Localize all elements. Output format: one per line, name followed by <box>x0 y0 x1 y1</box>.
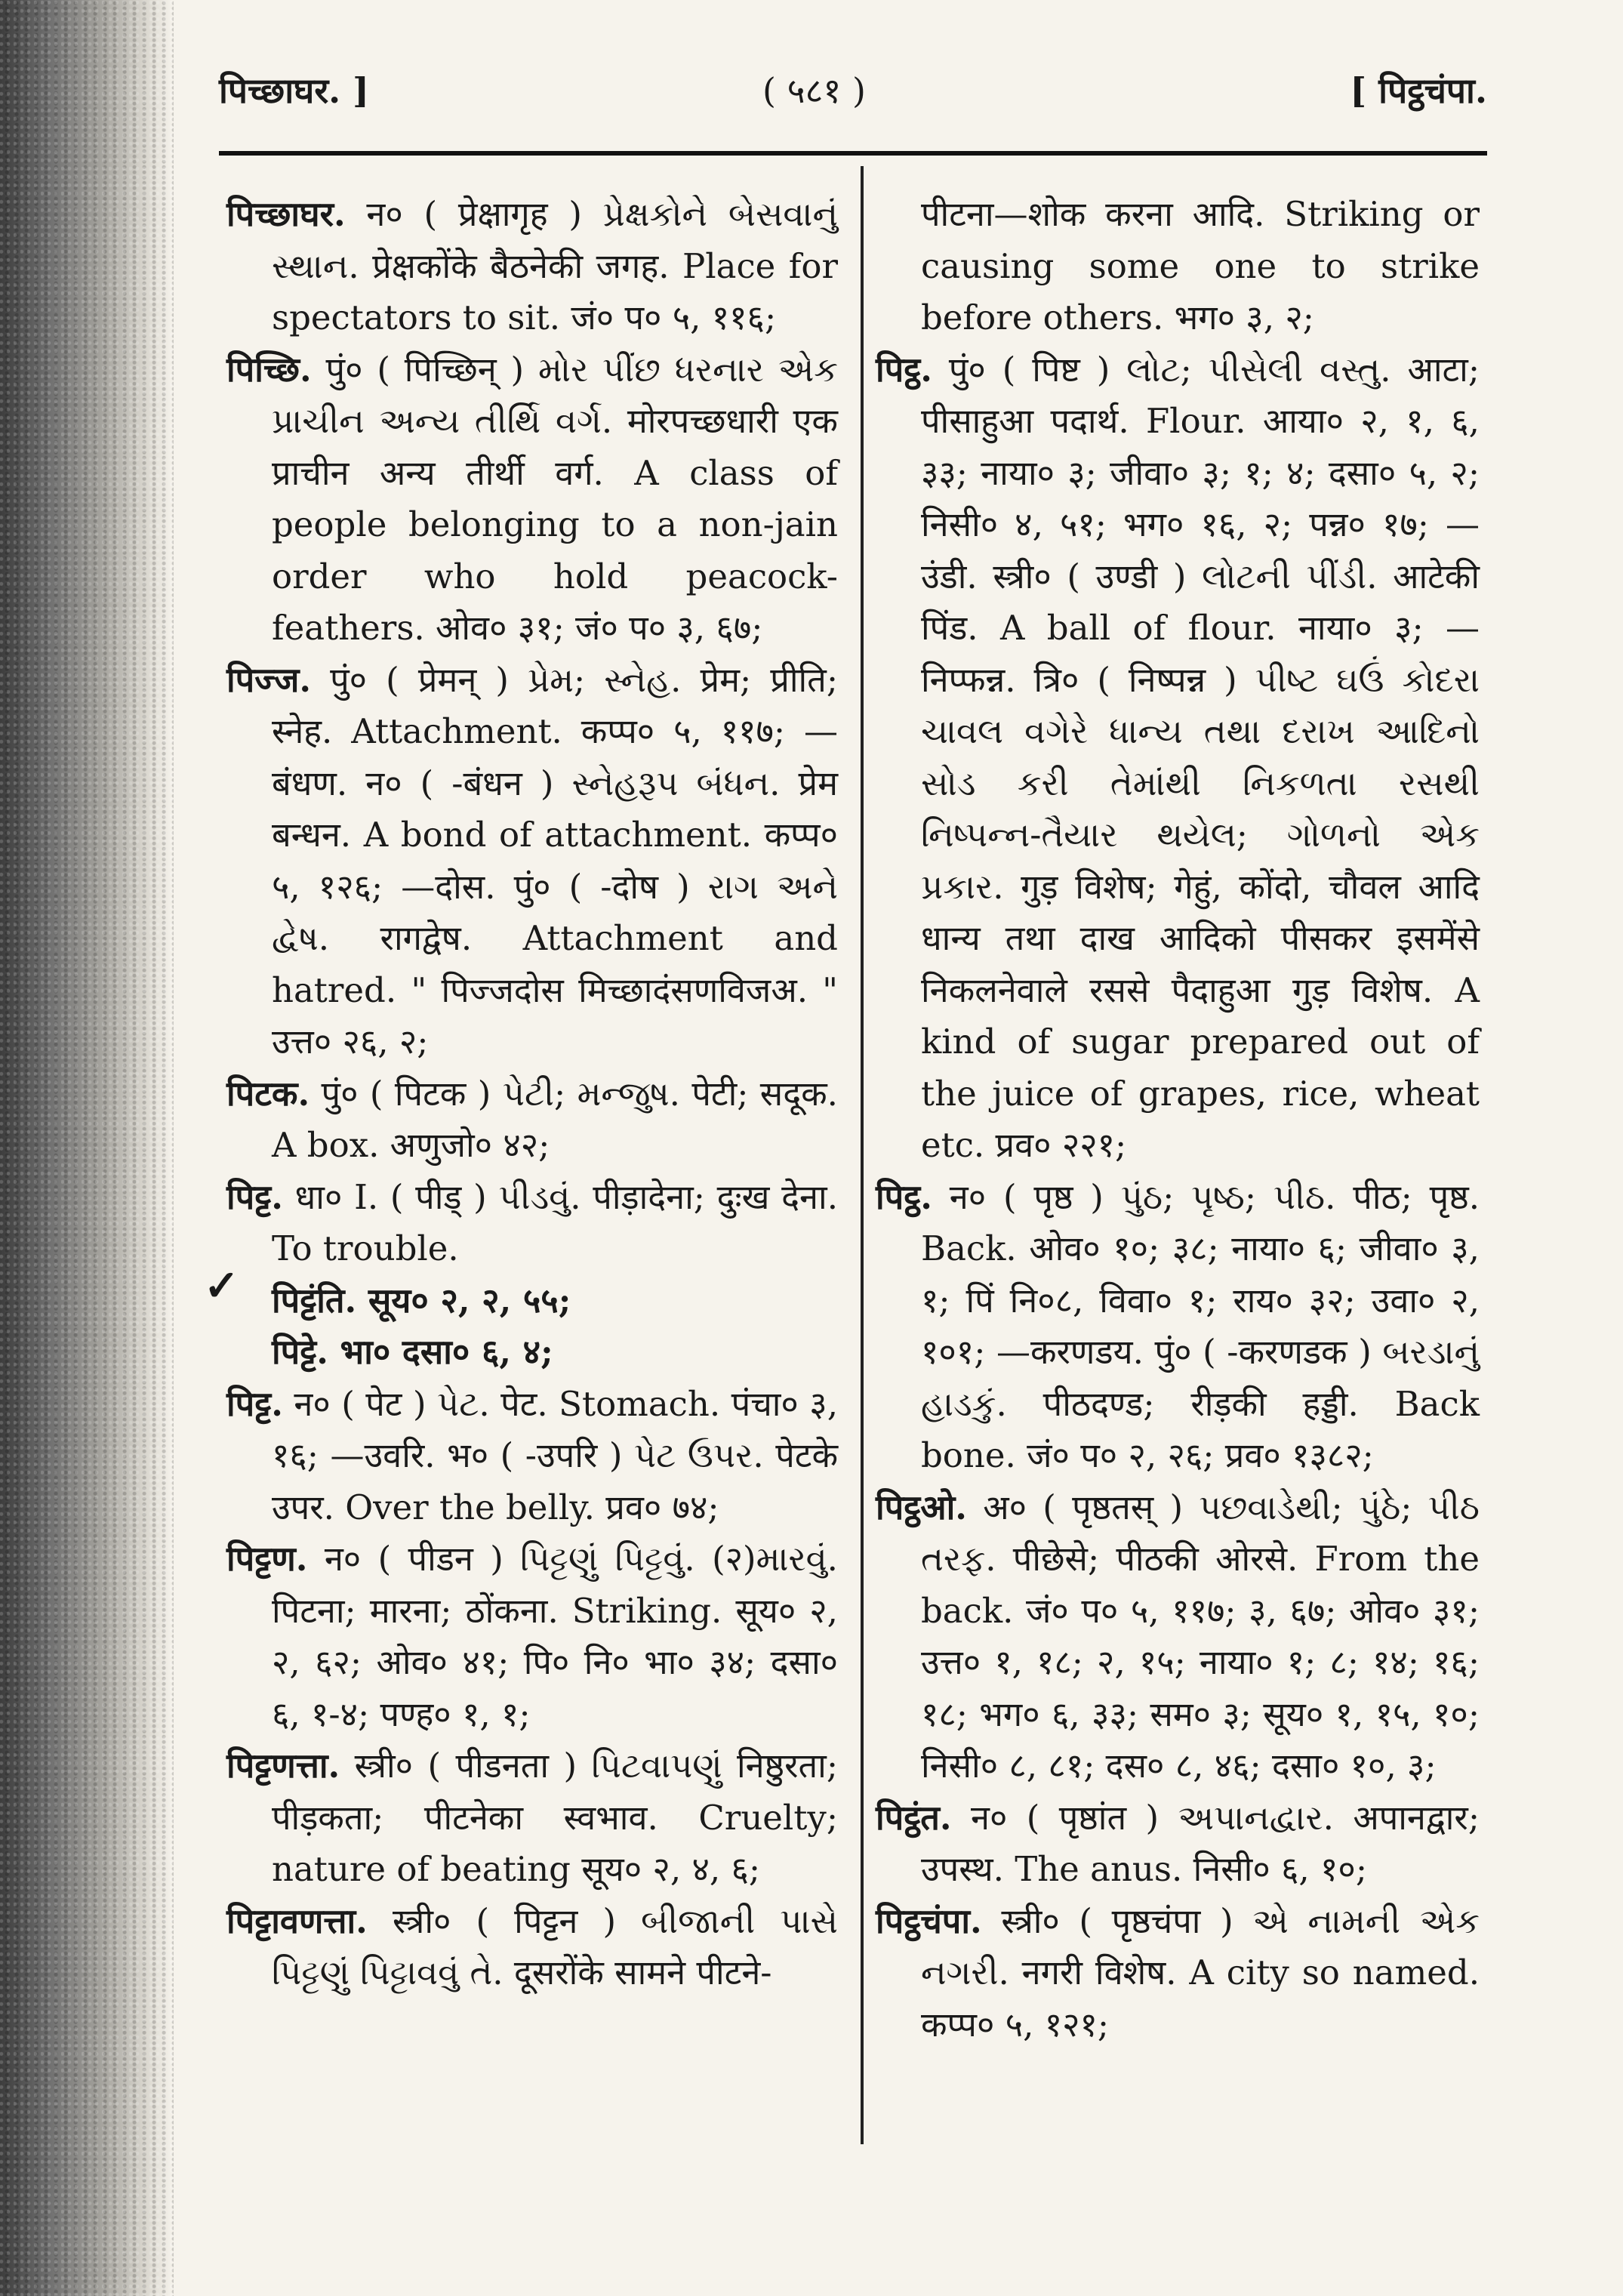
dictionary-entry <box>226 1896 838 1999</box>
dictionary-entry <box>876 1482 1480 1792</box>
entry-body: स्त्री० ( पृष्ठचंपा ) એ નામની એક નગરી. नगरी विशेष. A city so named. कप्प० ५, १२१; <box>921 1900 1480 2045</box>
headword: पिट्ठचंपा. <box>876 1900 982 1941</box>
margin-check-mark: ✓ <box>204 1261 239 1311</box>
right-column <box>876 189 1480 2051</box>
headword: पिट्ठओ. <box>876 1487 967 1527</box>
headword: पिट्ठ. <box>876 349 932 390</box>
spine-texture <box>0 0 174 2296</box>
dictionary-entry <box>226 1740 838 1896</box>
header-last-word: [ पिट्ठचंपा. <box>1350 70 1487 111</box>
dictionary-entry <box>876 1792 1480 1896</box>
headword: पिट्टणत्ता. <box>226 1746 340 1786</box>
entry-body: धा० I. ( पीड् ) પીડવું. पीड़ादेना; दुःख देना. To trouble. <box>272 1176 838 1268</box>
headword: पिच्छि. <box>226 349 312 390</box>
headword: पिच्छाघर. <box>226 194 346 234</box>
entry-body: पुं० ( पिच्छिन् ) મોર પીંછ ધરનાર એક પ્રાચીન અન્ય તીર્થિ વર્ગ. मोरपच्छधारी एक प्राचीन अन्य तीर्थी वर्ग. A class of people belonging to a non-jain order who hold peacock-feathers. ओव० ३१; जं० प० ३, ६७; <box>272 349 838 648</box>
sub-entry <box>226 1327 838 1379</box>
entry-body: स्त्री० ( पिट्टन ) બીજાની પાસે પિટ્ટણું પિટ્ટાવવું તે. दूसरोंके सामने पीटने- <box>272 1900 838 1992</box>
sub-entry-text: पिट्टे. भा० दसा० ६, ४; <box>272 1332 553 1372</box>
entry-body: न० ( प्रेक्षागृह ) પ્રેક્ષકોને બેસવાનું સ્થાન. प्रेक्षकोंके बैठनेकी जगह. Place for spectators to sit. जं० प० ५, ११६; <box>272 194 838 337</box>
sub-entry-text: पिट्टंति. सूय० २, २, ५५; <box>272 1280 571 1321</box>
dictionary-entry <box>876 1172 1480 1482</box>
left-column <box>226 189 838 1999</box>
entry-body: पुं० ( पिष्ट ) લોટ; પીસેલી વસ્તુ. आटा; पीसाहुआ पदार्थ. Flour. आया० २, १, ६, ३३; नाया० ३; जीवा० ३; १; ४; दसा० ५, २; निसी० ४, ५१; भग० १६, २; पन्न० १७; —उंडी. स्त्री० ( उण्डी ) લોટની પીંડી. आटेकी पिंड. A ball of flour. नाया० ३; —निप्फन्न. त्रि० ( निष्पन्न ) પીષ્ટ ઘઉં કોદરા ચાવલ વગેરે ધાન્ય તથા દરાખ આદિનો સોડ કરી તેમાંથી નિકળતા રસથી નિષ્પન્ન-તૈયાર થયેલ; ગોળનો એક પ્રકાર. गुड़ विशेष; गेहुं, कोंदो, चौवल आदि धान्य तथा दाख आदिको पीसकर इसमेंसे निकलनेवाले रससे पैदाहुआ गुड़ विशेष. A kind of sugar prepared out of the juice of grapes, rice, wheat etc. प्रव० २२१; <box>921 349 1480 1165</box>
entry-body: न० ( पेट ) પેટ. पेट. Stomach. पंचा० ३, १६; —उवरि. भ० ( -उपरि ) પેટ ઉપર. पेटके उपर. Over the belly. प्रव० ७४; <box>272 1383 838 1527</box>
headword: पिट्ट. <box>226 1383 283 1424</box>
entry-body: पुं० ( पिटक ) પેટી; મન્જુષ. पेटी; सदूक. A box. अणुजो० ४२; <box>272 1073 838 1165</box>
headword: पिट्ठ. <box>876 1176 932 1217</box>
dictionary-entry <box>226 655 838 1068</box>
headword: पिज्ज. <box>226 659 312 700</box>
sub-entry <box>226 1275 838 1327</box>
column-divider <box>861 166 864 2144</box>
entry-body: न० ( पृष्ठांत ) અપાનદ્વાર. अपानद्वार; उपस्थ. The anus. निसी० ६, १०; <box>921 1797 1480 1889</box>
dictionary-entry <box>876 344 1480 1172</box>
entry-body: न० ( पीडन ) પિટ્ટણું પિટ્ટવું. (२)મારવું. पिटना; मारना; ठोंकना. Striking. सूय० २, २, ६२; ओव० ४१; पि० नि० भा० ३४; दसा० ६, १-४; पण्ह० १, १; <box>272 1539 838 1734</box>
header-first-word: पिच्छाघर. ] <box>219 70 369 111</box>
entry-body: पीटना—शोक करना आदि. Striking or causing some one to strike before others. भग० ३, २; <box>921 194 1480 337</box>
headword: पिट्ट. <box>226 1176 283 1217</box>
dictionary-entry <box>226 1172 838 1275</box>
dictionary-entry <box>226 1068 838 1172</box>
page-number: ( ५८१ ) <box>762 70 866 111</box>
dictionary-entry <box>226 189 838 344</box>
dictionary-entry <box>226 1379 838 1534</box>
entry-body: न० ( पृष्ठ ) પુંઠ; પૃષ્ઠ; પીઠ. पीठ; पृष्ठ. Back. ओव० १०; ३८; नाया० ६; जीवा० ३, १; पिं नि०८, विवा० १; राय० ३२; उवा० २, १०१; —करणडय. पुं० ( -करणडक ) બરડાનું હાડકું. पीठदण्ड; रीड़की हड्डी. Back bone. जं० प० २, २६; प्रव० १३८२; <box>921 1176 1480 1475</box>
headword: पिट्टावणत्ता. <box>226 1900 368 1941</box>
dictionary-entry <box>226 344 838 655</box>
headword: पिट्टण. <box>226 1539 308 1579</box>
header-rule <box>219 151 1487 156</box>
dictionary-entry <box>876 1896 1480 2051</box>
page-header <box>219 66 1487 134</box>
entry-body: स्त्री० ( पीडनता ) પિટવાપણું निष्ठुरता; पीड़कता; पीटनेका स्वभाव. Cruelty; nature of beating सूय० २, ४, ६; <box>272 1746 838 1889</box>
entry-body: पुं० ( प्रेमन् ) પ્રેમ; સ્નેહ. प्रेम; प्रीति; स्नेह. Attachment. कप्प० ५, ११७; —बंधण. न० ( -बंधन ) સ્નેહરૂપ બંધન. प्रेम बन्धन. A bond of attachment. कप्प० ५, १२६; —दोस. पुं० ( -दोष ) રાગ અને દ્વેષ. रागद्वेष. Attachment and hatred. " पिज्जदोस मिच्छादंसणविजअ. " उत्त० २६, २; <box>272 659 838 1062</box>
headword: पिटक. <box>226 1073 310 1114</box>
entry-body: अ० ( पृष्ठतस् ) પછવાડેથી; પુંઠે; પીઠ તરફ. पीछेसे; पीठकी ओरसे. From the back. जं० प० ५, ११७; ३, ६७; ओव० ३१; उत्त० १, १८; २, १५; नाया० १; ८; १४; १६; १८; भग० ६, ३३; सम० ३; सूय० १, १५, १०; निसी० ८, ८१; दस० ८, ४६; दसा० १०, ३; <box>921 1487 1480 1786</box>
headword: पिट्ठंत. <box>876 1797 952 1838</box>
entry-continuation <box>876 189 1480 344</box>
dictionary-entry <box>226 1533 838 1740</box>
